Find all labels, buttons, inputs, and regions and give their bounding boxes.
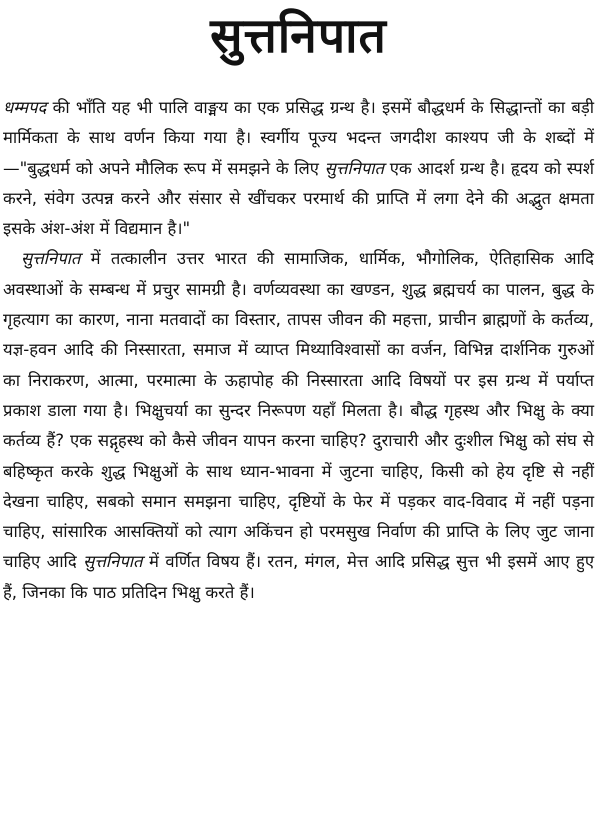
paragraph-1 — [3, 93, 594, 244]
paragraph-1-text-2: एक आदर्श ग्रन्थ है। हृदय को स्पर्श करने, संवेग उत्पन्न करने और संसार से खींचकर परमार्थ की प्राप्ति में लगा देने की अद्भुत क्षमता इसके अंश-अंश में विद्यमान है।" — [3, 158, 594, 239]
paragraph-2-text: में तत्कालीन उत्तर भारत की सामाजिक, धार्मिक, भौगोलिक, ऐतिहासिक आदि अवस्थाओं के सम्बन्ध में प्रचुर सामग्री है। वर्णव्यवस्था का खण्डन, शुद्ध ब्रह्मचर्य का पालन, बुद्ध के गृहत्याग का कारण, नाना मतवादों का विस्तार, तापस जीवन की महत्ता, प्राचीन ब्राह्मणों के कर्तव्य, यज्ञ-हवन आदि की निस्सारता, समाज में व्याप्त मिथ्याविश्वासों का वर्जन, विभिन्न दार्शनिक गुरुओं का निराकरण, आत्मा, परमात्मा के ऊहापोह की निस्सारता आदि विषयों पर इस ग्रन्थ में पर्याप्त प्रकाश डाला गया है। भिक्षुचर्या का सुन्दर निरूपण यहाँ मिलता है। बौद्ध गृहस्थ और भिक्षु के क्या कर्तव्य हैं? एक सद्गृहस्थ को कैसे जीवन यापन करना चाहिए? दुराचारी और दुःशील भिक्षु को संघ से बहिष्कृत करके शुद्ध भिक्षुओं के साथ ध्यान-भावना में जुटना चाहिए, किसी को हेय दृष्टि से नहीं देखना चाहिए, सबको समान समझना चाहिए, दृष्टियों के फेर में पड़कर वाद-विवाद में नहीं पड़ना चाहिए, सांसारिक आसक्तियों को त्याग अकिंचन हो परमसुख निर्वाण की प्राप्ति के लिए जुट जाना चाहिए आदि — [3, 249, 594, 572]
paragraph-2 — [3, 244, 594, 608]
paragraph-1-term-2: सुत्तनिपात — [324, 158, 385, 178]
paragraph-1-term: धम्मपद — [3, 98, 47, 117]
paragraph-2-term: सुत्तनिपात — [21, 249, 81, 269]
paragraph-2-text-2: में वर्णित विषय हैं। रतन, मंगल, मेत्त आदि प्रसिद्ध सुत्त भी इसमें आए हुए हैं, जिनका कि पाठ प्रतिदिन भिक्षु करते हैं। — [3, 552, 594, 602]
paragraph-1-text: की भाँति यह भी पालि वाङ्मय का एक प्रसिद्ध ग्रन्थ है। इसमें बौद्धधर्म के सिद्धान्तों का बड़ी मार्मिकता के साथ वर्णन किया गया है। स्वर्गीय पूज्य भदन्त जगदीश काश्यप जी के शब्दों में—"बुद्धधर्म को अपने मौलिक रूप में समझने के लिए — [3, 98, 594, 178]
paragraph-2-term-2: सुत्तनिपात — [83, 552, 143, 572]
page-title: सुत्तनिपात — [210, 8, 387, 64]
